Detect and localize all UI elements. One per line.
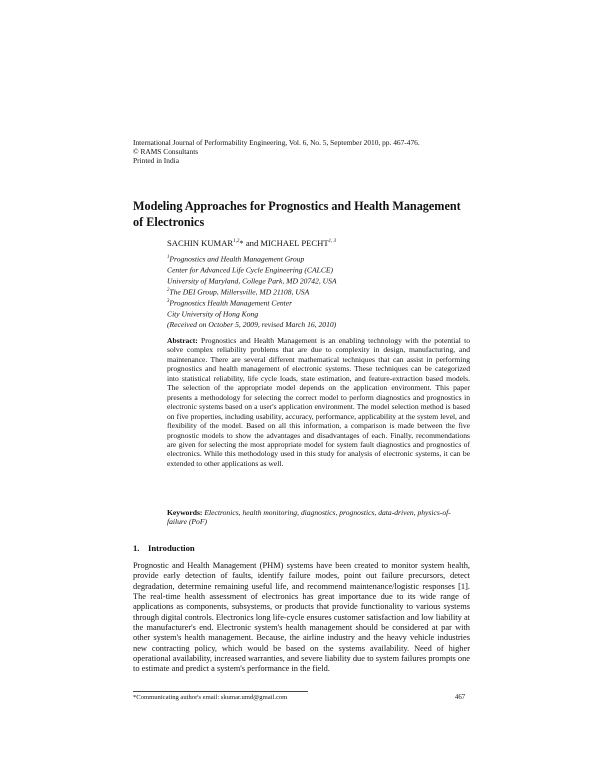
journal-header — [133, 138, 420, 166]
affiliation-text: Prognostics and Health Management Group — [169, 254, 305, 264]
affiliation-text: The DEI Group, Millersville, MD 21108, USA — [169, 287, 310, 297]
abstract-label: Abstract: — [167, 336, 198, 345]
printed-line: Printed in India — [133, 156, 179, 166]
author-1: SACHIN KUMAR — [167, 238, 234, 248]
affiliation-text: Prognostics Health Management Center — [169, 298, 293, 308]
affiliation-sup: 3 — [167, 299, 170, 305]
affiliation-text: Center for Advanced Life Cycle Engineering (CALCE) — [167, 265, 334, 275]
section-title: Introduction — [148, 543, 195, 553]
footnote: *Communicating author's email: skumar.umd@gmail.com — [133, 694, 288, 701]
affiliation-line — [167, 308, 337, 319]
affiliation-line — [167, 264, 337, 275]
footnote-rule — [133, 691, 308, 692]
author-2-affil-sup: 1, 3 — [328, 239, 337, 245]
keywords-text: Electronics, health monitoring, diagnostics, prognostics, data-driven, physics-of-failure (PoF) — [167, 508, 451, 527]
affiliation-line — [167, 275, 337, 286]
paper-title: Modeling Approaches for Prognostics and Health Management of Electronics — [133, 199, 461, 229]
copyright-line: © RAMS Consultants — [133, 147, 199, 157]
affiliation-line — [167, 253, 337, 264]
keywords — [167, 508, 470, 527]
intro-paragraph: Prognostic and Health Management (PHM) systems have been created to monitor system health, provide early detection of faults, identify failure modes, point out failure precursors, detect degradation, determine remaining useful life, and recommend maintenance/logistic responses [1]. The real-time health assessment of electronics has great importance due to its wide range of applications as components, subsystems, or products that provide functionality to various systems through digital controls. Electronics long life-cycle ensures customer satisfaction and low liability at the manufacturer's end. Electronic system's health management should be considered at par with other system's health management. Because, the airline industry and the heavy vehicle industries new contracting policy, which would be based on the systems availability. Need of higher operational availability, increased warranties, and severe liability due to system failures prompts one to estimate and predict a system's performance in the field. — [133, 561, 470, 674]
affiliations — [167, 253, 337, 319]
affiliation-line — [167, 286, 337, 297]
author-2: MICHAEL PECHT — [260, 238, 329, 248]
affiliation-sup: 2 — [167, 288, 170, 294]
affiliation-text: City University of Hong Kong — [167, 309, 259, 319]
section-number: 1. — [133, 543, 140, 553]
affiliation-sup: 1 — [167, 255, 170, 260]
affiliation-line — [167, 297, 337, 308]
abstract — [167, 336, 470, 468]
journal-citation: International Journal of Performability Engineering, Vol. 6, No. 5, September 2010, pp. 467-476. — [133, 138, 420, 147]
corresponding-star: * — [239, 238, 244, 248]
keywords-label: Keywords: — [167, 508, 203, 517]
section-heading — [133, 543, 195, 553]
abstract-text: Prognostics and Health Management is an enabling technology with the potential to solve complex reliability problems that are due to complexity in design, manufacturing, and maintenance. There are several different mathematical techniques that can assist in performing prognostics and health management of electronic systems. These techniques can be categorized into statistical reliability, life cycle loads, state estimation, and feature-extraction based models. The selection of the appropriate model depends on the application environment. This paper presents a methodology for selecting the correct model to perform diagnostics and prognostics in electronic systems based on a user's application environment. The model selection method is based on five properties, including usability, accuracy, performance, applicability at the system level, and flexibility of the model. Based on all this information, a comparison is made between the five prognostic models to show the advantages and disadvantages of each. Finally, recommendations are given for selecting the most appropriate model for system fault diagnostics and prognostics of electronics. While this methodology used in this study for analysis of electronic systems, it can be extended to other applications as well. — [167, 336, 470, 468]
author-1-affil-sup: 1,2 — [233, 239, 240, 245]
author-line — [167, 238, 336, 248]
author-and: and — [243, 238, 261, 248]
affiliation-text: University of Maryland, College Park, MD 20742, USA — [167, 276, 337, 286]
received-date: (Received on October 5, 2009, revised March 16, 2010) — [167, 320, 337, 329]
page-number: 467 — [455, 694, 466, 701]
